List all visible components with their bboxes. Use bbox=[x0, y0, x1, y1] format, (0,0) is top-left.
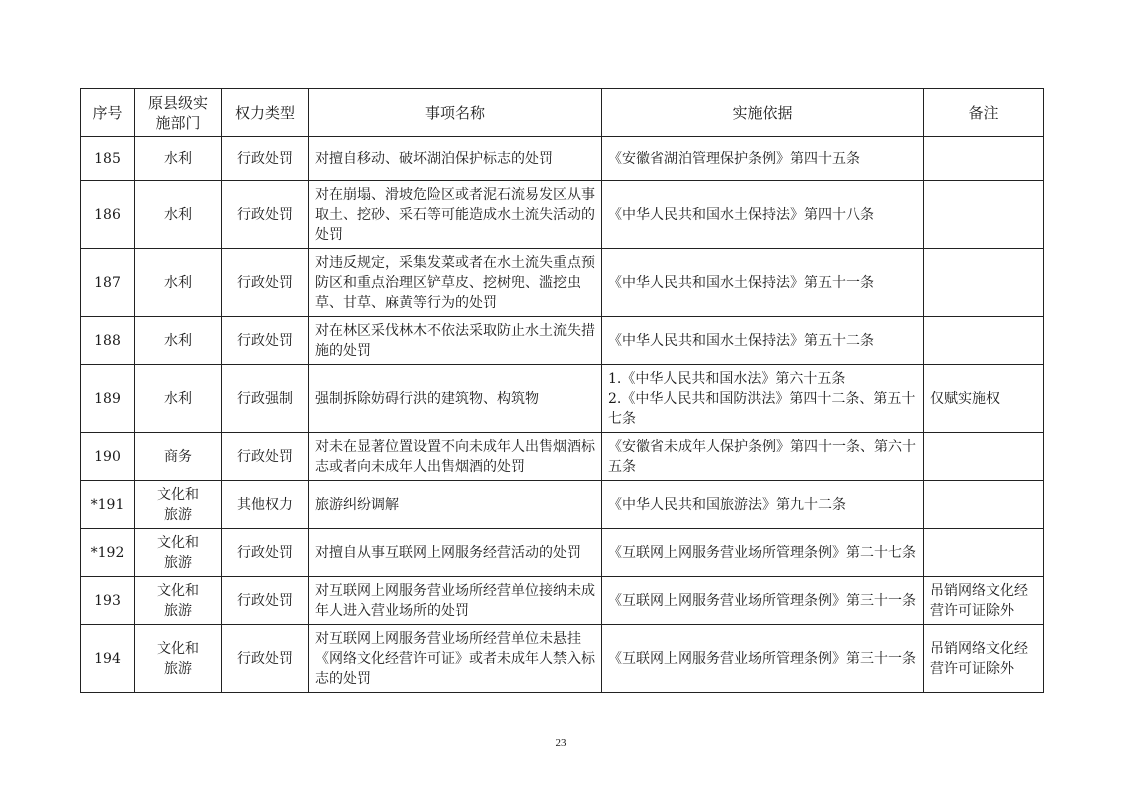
table-row bbox=[81, 317, 1044, 365]
remarks-cell bbox=[924, 529, 1044, 577]
department-cell: 水利 bbox=[135, 137, 222, 181]
basis-cell: 《中华人民共和国水土保持法》第五十一条 bbox=[602, 249, 924, 317]
basis-cell: 《安徽省未成年人保护条例》第四十一条、第六十五条 bbox=[602, 433, 924, 481]
department-cell: 商务 bbox=[135, 433, 222, 481]
header-basis: 实施依据 bbox=[602, 89, 924, 137]
table-row bbox=[81, 249, 1044, 317]
remarks-cell: 吊销网络文化经营许可证除外 bbox=[924, 577, 1044, 625]
item-name-cell: 强制拆除妨碍行洪的建筑物、构筑物 bbox=[309, 365, 602, 433]
department-cell: 水利 bbox=[135, 365, 222, 433]
basis-cell: 《中华人民共和国旅游法》第九十二条 bbox=[602, 481, 924, 529]
serial-cell: 194 bbox=[81, 625, 135, 693]
department-cell: 水利 bbox=[135, 249, 222, 317]
power-type-cell: 行政处罚 bbox=[222, 577, 309, 625]
basis-cell: 《互联网上网服务营业场所管理条例》第三十一条 bbox=[602, 625, 924, 693]
remarks-cell: 吊销网络文化经营许可证除外 bbox=[924, 625, 1044, 693]
serial-cell: *191 bbox=[81, 481, 135, 529]
remarks-cell bbox=[924, 181, 1044, 249]
serial-cell: 186 bbox=[81, 181, 135, 249]
header-power-type: 权力类型 bbox=[222, 89, 309, 137]
serial-cell: *192 bbox=[81, 529, 135, 577]
serial-cell: 190 bbox=[81, 433, 135, 481]
item-name-cell: 对在崩塌、滑坡危险区或者泥石流易发区从事取土、挖砂、采石等可能造成水土流失活动的处罚 bbox=[309, 181, 602, 249]
remarks-cell bbox=[924, 317, 1044, 365]
department-cell: 文化和旅游 bbox=[135, 529, 222, 577]
department-cell: 水利 bbox=[135, 181, 222, 249]
serial-cell: 189 bbox=[81, 365, 135, 433]
header-serial: 序号 bbox=[81, 89, 135, 137]
power-type-cell: 行政处罚 bbox=[222, 433, 309, 481]
basis-cell: 《互联网上网服务营业场所管理条例》第三十一条 bbox=[602, 577, 924, 625]
item-name-cell: 对未在显著位置设置不向未成年人出售烟酒标志或者向未成年人出售烟酒的处罚 bbox=[309, 433, 602, 481]
remarks-cell: 仅赋实施权 bbox=[924, 365, 1044, 433]
remarks-cell bbox=[924, 249, 1044, 317]
basis-cell: 《互联网上网服务营业场所管理条例》第二十七条 bbox=[602, 529, 924, 577]
department-cell: 文化和旅游 bbox=[135, 481, 222, 529]
basis-cell bbox=[602, 365, 924, 433]
department-cell: 文化和旅游 bbox=[135, 625, 222, 693]
power-type-cell: 行政强制 bbox=[222, 365, 309, 433]
header-item-name: 事项名称 bbox=[309, 89, 602, 137]
department-cell: 水利 bbox=[135, 317, 222, 365]
item-name-cell: 对擅自移动、破坏湖泊保护标志的处罚 bbox=[309, 137, 602, 181]
power-type-cell: 行政处罚 bbox=[222, 181, 309, 249]
item-name-cell: 对擅自从事互联网上网服务经营活动的处罚 bbox=[309, 529, 602, 577]
item-name-cell: 对在林区采伐林木不依法采取防止水土流失措施的处罚 bbox=[309, 317, 602, 365]
page-number: 23 bbox=[555, 737, 567, 749]
serial-cell: 187 bbox=[81, 249, 135, 317]
table-row bbox=[81, 433, 1044, 481]
serial-cell: 185 bbox=[81, 137, 135, 181]
header-remarks: 备注 bbox=[924, 89, 1044, 137]
remarks-cell bbox=[924, 481, 1044, 529]
serial-cell: 193 bbox=[81, 577, 135, 625]
item-name-cell: 对违反规定，采集发菜或者在水土流失重点预防区和重点治理区铲草皮、挖树兜、滥挖虫草、甘草、麻黄等行为的处罚 bbox=[309, 249, 602, 317]
item-name-cell: 旅游纠纷调解 bbox=[309, 481, 602, 529]
basis-cell: 《安徽省湖泊管理保护条例》第四十五条 bbox=[602, 137, 924, 181]
basis-line: 1.《中华人民共和国水法》第六十五条 bbox=[608, 370, 846, 387]
table-row bbox=[81, 529, 1044, 577]
power-type-cell: 行政处罚 bbox=[222, 625, 309, 693]
power-type-cell: 行政处罚 bbox=[222, 529, 309, 577]
power-type-cell: 行政处罚 bbox=[222, 317, 309, 365]
item-name-cell: 对互联网上网服务营业场所经营单位接纳未成年人进入营业场所的处罚 bbox=[309, 577, 602, 625]
table-row bbox=[81, 181, 1044, 249]
power-type-cell: 行政处罚 bbox=[222, 249, 309, 317]
item-name-cell: 对互联网上网服务营业场所经营单位未悬挂《网络文化经营许可证》或者未成年人禁入标志的处罚 bbox=[309, 625, 602, 693]
basis-cell: 《中华人民共和国水土保持法》第四十八条 bbox=[602, 181, 924, 249]
table-row bbox=[81, 625, 1044, 693]
table-row bbox=[81, 481, 1044, 529]
table-row bbox=[81, 365, 1044, 433]
basis-cell: 《中华人民共和国水土保持法》第五十二条 bbox=[602, 317, 924, 365]
power-type-cell: 其他权力 bbox=[222, 481, 309, 529]
remarks-cell bbox=[924, 137, 1044, 181]
table-row bbox=[81, 577, 1044, 625]
permission-table bbox=[80, 88, 1044, 693]
power-type-cell: 行政处罚 bbox=[222, 137, 309, 181]
table-header-row bbox=[81, 89, 1044, 137]
serial-cell: 188 bbox=[81, 317, 135, 365]
table-row bbox=[81, 137, 1044, 181]
basis-line: 2.《中华人民共和国防洪法》第四十二条、第五十七条 bbox=[608, 390, 916, 427]
department-cell: 文化和旅游 bbox=[135, 577, 222, 625]
header-department: 原县级实施部门 bbox=[135, 89, 222, 137]
remarks-cell bbox=[924, 433, 1044, 481]
